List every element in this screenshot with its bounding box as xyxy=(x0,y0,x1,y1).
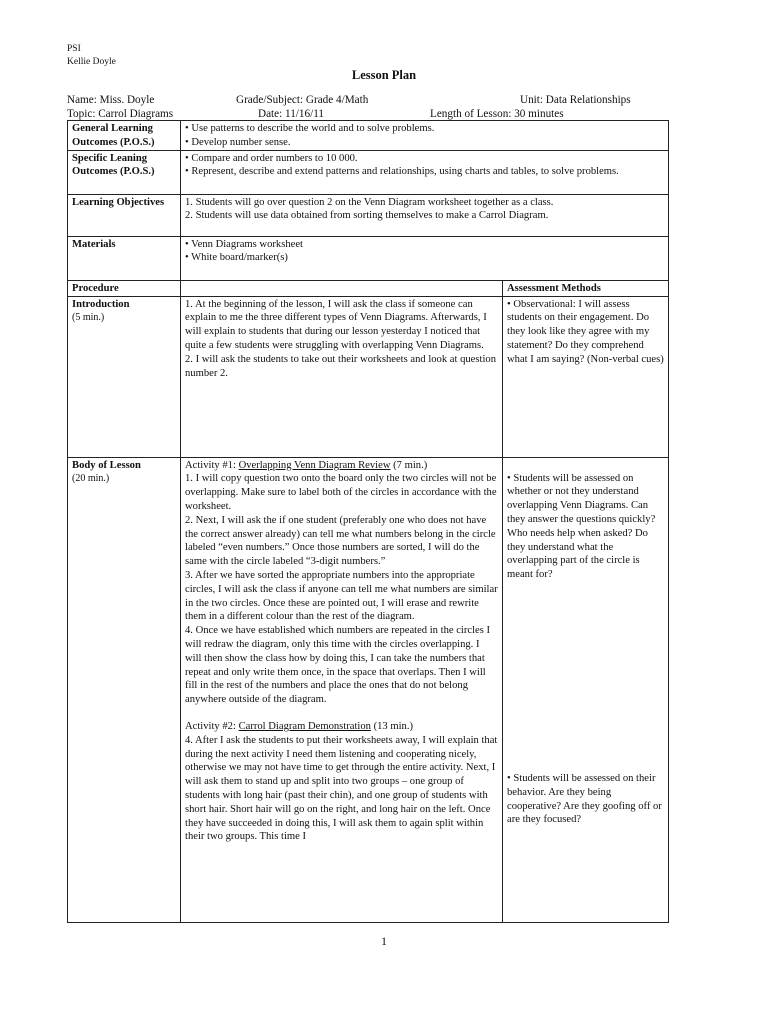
introduction-assessment: • Observational: I will assess students on their engagement. Do they look like they agree with my statement? Do they comprehend what I am saying? (Non-verbal cues) xyxy=(503,296,669,457)
topic: Topic: Carrol Diagrams xyxy=(67,108,174,120)
body-of-lesson-time: (20 min.) xyxy=(72,473,110,485)
objective-item: 2. Students will use data obtained from sorting themselves to make a Carrol Diagram. xyxy=(185,210,549,222)
general-outcome-item: • Use patterns to describe the world and to solve problems. xyxy=(185,123,435,134)
school-name: PSI xyxy=(67,44,81,54)
objectives-row xyxy=(68,194,669,236)
objectives-label: Learning Objectives xyxy=(68,194,181,236)
lesson-plan-table xyxy=(67,120,669,923)
specific-outcomes-row xyxy=(68,150,669,194)
objectives-content xyxy=(181,194,669,236)
document-title: Lesson Plan xyxy=(351,68,417,82)
material-item: • White board/marker(s) xyxy=(185,252,288,264)
procedure-header-empty xyxy=(181,280,503,296)
activity-2-heading: Activity #2: Carrol Diagram Demonstration (13 min.) xyxy=(185,720,414,732)
activity-1-heading: Activity #1: Overlapping Venn Diagram Review (7 min.) xyxy=(185,459,428,471)
activity-1-step: 3. After we have sorted the appropriate numbers into the appropriate circles, I will ask the class if anyone can tell me what numbers are similar in the two circles. Once these are pointed out, I will erase and rewrite them in a different colour than the rest of the diagram. xyxy=(185,569,501,623)
teacher-name: Name: Miss. Doyle xyxy=(67,94,155,106)
introduction-label-cell xyxy=(68,296,181,457)
activity-1-assessment: • Students will be assessed on whether or not they understand overlapping Venn Diagrams. Can they answer the questions quickly? Who needs help when asked? Do they understand what the overlapping part of the circle is meant for? xyxy=(507,472,658,581)
activity-1-step: 4. Once we have established which numbers are repeated in the circles I will redraw the diagram, only this time with the circles overlapping. I will then show the class how by doing this, I can take the numbers that repeat and only write them once, in the space that overlaps. Then I will fill in the rest of the numbers and place the ones that do not belong anywhere outside of the diagram. xyxy=(185,625,493,706)
body-of-lesson-label: Body of Lesson xyxy=(72,459,141,471)
body-assessment xyxy=(503,457,669,922)
introduction-time: (5 min.) xyxy=(72,312,105,324)
grade-subject: Grade/Subject: Grade 4/Math xyxy=(236,94,369,106)
introduction-row xyxy=(68,296,669,457)
introduction-step: 1. At the beginning of the lesson, I will ask the class if someone can explain to me the three different types of Venn Diagrams. Afterwards, I will explain to students that during our lesson yesterday I noticed that quite a few students were struggling with overlapping Venn Diagrams. xyxy=(185,298,490,351)
general-outcomes-label: General Learning Outcomes (P.O.S.) xyxy=(68,121,181,151)
general-outcomes-content xyxy=(181,121,669,151)
activity-2-title: Carrol Diagram Demonstration xyxy=(238,720,371,732)
activity-2-step: 4. After I ask the students to put their worksheets away, I will explain that during the next activity I need them listening and cooperating nicely, otherwise we may not have time to get through the entire activity. Next, I will ask them to stand up and split into two groups – one group of students with long hair (past their chin), and one group of students with short hair. Short hair will go on the right, and long hair on the left. Once they have succeeded in doing this, I will ask them to again split within their two groups. This time I xyxy=(185,734,501,843)
body-label-cell xyxy=(68,457,181,922)
body-of-lesson-row xyxy=(68,457,669,922)
lesson-length: Length of Lesson: 30 minutes xyxy=(430,108,564,120)
body-procedure xyxy=(181,457,503,922)
unit: Unit: Data Relationships xyxy=(520,94,631,106)
introduction-step: 2. I will ask the students to take out their worksheets and look at question number 2. xyxy=(185,353,499,379)
objective-item: 1. Students will go over question 2 on the Venn Diagram worksheet together as a class. xyxy=(185,196,554,208)
procedure-header-row xyxy=(68,280,669,296)
materials-label: Materials xyxy=(68,236,181,280)
introduction-procedure xyxy=(181,296,503,457)
activity-1-step: 2. Next, I will ask the if one student (preferably one who does not have the correct answer already) can tell me what numbers belong in the circle labeled “even numbers.” Once those numbers are sorted, I will do the same with the circle labeled “3-digit numbers.” xyxy=(185,514,499,568)
activity-2-assessment: • Students will be assessed on their behavior. Are they being cooperative? Are they goofing off or are they focused? xyxy=(507,772,665,826)
activity-1-step: 1. I will copy question two onto the board only the two circles will not be overlapping. Make sure to label both of the circles in accordance with the worksheet. xyxy=(185,473,500,512)
page-number: 1 xyxy=(381,934,387,948)
procedure-label: Procedure xyxy=(68,280,181,296)
materials-content xyxy=(181,236,669,280)
general-outcomes-row xyxy=(68,121,669,151)
specific-outcome-item: • Compare and order numbers to 10 000. xyxy=(185,152,358,164)
assessment-methods-label: Assessment Methods xyxy=(503,280,669,296)
materials-row xyxy=(68,236,669,280)
specific-outcomes-label: Specific Leaning Outcomes (P.O.S.) xyxy=(68,150,181,194)
lesson-date: Date: 11/16/11 xyxy=(258,108,324,120)
specific-outcome-item: • Represent, describe and extend patterns and relationships, using charts and tables, to solve problems. xyxy=(185,166,619,178)
activity-1-title: Overlapping Venn Diagram Review xyxy=(238,459,391,471)
author-name: Kellie Doyle xyxy=(67,57,116,67)
general-outcome-item: • Develop number sense. xyxy=(185,136,291,148)
introduction-label: Introduction xyxy=(72,298,130,310)
material-item: • Venn Diagrams worksheet xyxy=(185,238,303,250)
specific-outcomes-content xyxy=(181,150,669,194)
